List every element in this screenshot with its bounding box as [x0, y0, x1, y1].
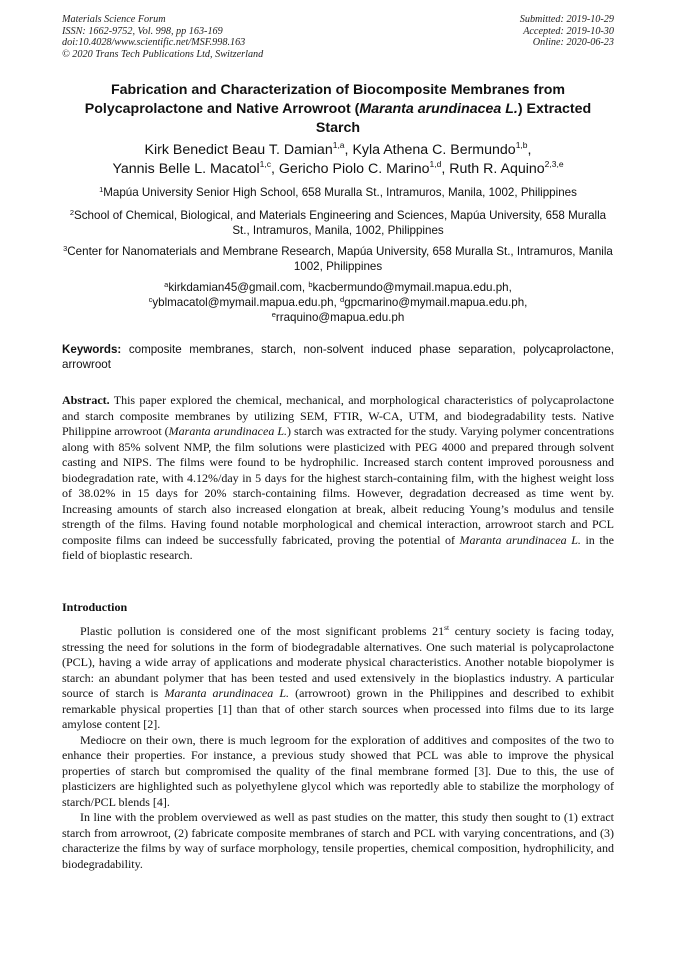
- email-sup: d: [340, 295, 345, 304]
- journal-name: Materials Science Forum: [62, 14, 166, 25]
- email-address: rraquino@mapua.edu.ph: [275, 311, 405, 324]
- affiliation-sup: 1: [99, 185, 104, 194]
- email-item[interactable]: $^c$yblmacatol@mymail.mapua.edu.ph,: [148, 295, 341, 309]
- email-sup: b: [308, 280, 313, 289]
- introduction-heading: Introduction: [62, 600, 128, 614]
- author-separator: ,: [271, 161, 279, 177]
- author-sup: 1,b: [515, 140, 528, 150]
- email-address: kirkdamian45@gmail.com: [168, 281, 302, 294]
- email-address: kacbermundo@mymail.mapua.edu.ph: [312, 281, 509, 294]
- intro-p1-text-a: Plastic pollution is considered one of the most significant problems 21: [80, 624, 445, 638]
- author-sup: 1,d: [429, 159, 442, 169]
- email-address: gpcmarino@mymail.mapua.edu.ph: [344, 296, 525, 309]
- dates-header: [520, 14, 614, 49]
- title-part-2: ) Extracted Starch: [315, 101, 592, 136]
- author-separator: ,: [527, 142, 532, 158]
- author-name: Yannis Belle L. Macatol: [112, 161, 260, 177]
- email-sup: a: [164, 280, 169, 289]
- email-item[interactable]: [272, 311, 405, 324]
- author-sup: 1,a: [332, 140, 345, 150]
- issn-line: ISSN: 1662-9752, Vol. 998, pp 163-169: [62, 25, 223, 37]
- keywords-text: composite membranes, starch, non-solvent induced phase separation, polycaprolactone, arrowroot: [62, 343, 614, 371]
- affiliation-3: [62, 244, 614, 274]
- email-sup: e: [271, 310, 276, 319]
- paper-title: [62, 81, 614, 138]
- author-name: Ruth R. Aquino: [449, 161, 545, 177]
- intro-paragraph-2: Mediocre on their own, there is much legroom for the exploration of additives and composites of the two to enhance their properties. For instance, a previous study showed that PCL was able to improve the physical properties of starch but compromised the quality of the final membrane formed [3]. Due to this, the use of plasticizers are highlighted such as polyethylene glycol which was reportedly able to stabilize the morphology of starch/PCL blends [4].: [62, 732, 614, 809]
- affiliation-text: School of Chemical, Biological, and Materials Engineering and Sciences, Mapúa University, 658 Muralla St., Intramuros, Manila, 1002, Philippines: [74, 209, 607, 237]
- author-name: Kyla Athena C. Bermundo: [352, 142, 516, 158]
- email-address: yblmacatol@mymail.mapua.edu.ph: [152, 296, 334, 309]
- abstract-species-2: Maranta arundinacea L.: [459, 532, 581, 547]
- author-separator: ,: [441, 161, 450, 177]
- affiliation-text: Mapúa University Senior High School, 658 Muralla St., Intramuros, Manila, 1002, Philippines: [103, 186, 577, 199]
- author-name: Kirk Benedict Beau T. Damian: [144, 142, 333, 158]
- author-name: Gericho Piolo C. Marino: [278, 161, 430, 177]
- abstract-text-1: This paper explored the chemical, mechanical, and morphological characteristics of polycaprolactone and starch composite membranes by utilizing SEM, FTIR, W-CA, UTM, and biodegradability tests. Native Philippine arrowroot (: [62, 393, 615, 438]
- intro-paragraph-1: [62, 624, 614, 733]
- journal-header: [62, 14, 263, 60]
- intro-paragraph-3: In line with the problem overviewed as well as past studies on the matter, this study then sought to (1) extract starch from arrowroot, (2) fabricate composite membranes of starch and PCL with varying concentrations, and (3) characterize the films by way of surface morphology, tensile properties, chemical composition, hydrophilicity, and biodegradability.: [62, 810, 614, 871]
- author-sup: 2,3,e: [544, 159, 564, 169]
- author-sup: 1,c: [259, 159, 271, 169]
- abstract-species-1: Maranta arundinacea L.: [168, 424, 288, 438]
- email-item[interactable]: $^a$kirkdamian45@gmail.com,: [164, 280, 309, 294]
- submitted-date: Submitted: 2019-10-29: [519, 14, 614, 25]
- keywords-block: [62, 342, 614, 372]
- copyright-line: © 2020 Trans Tech Publications Ltd, Switzerland: [62, 48, 264, 60]
- title-part-1: Fabrication and Characterization of Biocomposite Membranes from Polycaprolactone and Native Arrowroot (: [84, 82, 566, 117]
- author-separator: ,: [344, 142, 353, 158]
- affiliation-2: [62, 208, 614, 238]
- email-list: [62, 280, 614, 325]
- author-list: [62, 141, 614, 179]
- abstract-label: Abstract.: [62, 393, 110, 407]
- affiliation-1: [62, 185, 614, 200]
- intro-p1-text-c: (arrowroot) grown in the Philippines and described to exhibit remarkable physical properties [1] than that of other starch sources when processed into films due to its large amylose content [2].: [62, 686, 614, 731]
- intro-p1-species: Maranta arundinacea L.: [164, 686, 289, 700]
- affiliation-text: Center for Nanomaterials and Membrane Research, Mapúa University, 658 Muralla St., Intramuros, Manila 1002, Philippines: [67, 245, 613, 273]
- email-sup: c: [148, 295, 153, 304]
- email-item[interactable]: $^b$kacbermundo@mymail.mapua.edu.ph,: [308, 280, 512, 294]
- title-species: Maranta arundinacea L.: [359, 101, 518, 117]
- introduction-section: [62, 624, 614, 872]
- affiliation-sup: 3: [63, 244, 68, 253]
- intro-p1-text-b: century society is facing today, stressing the need for solutions in the form of biodegradable alternatives. One such material is polycaprolactone (PCL), having a wide array of applications and moderate physical characteristics. Another notable biopolymer is starch: an abundant polymer that has been tested and used extensively in the bioplastics industry. A particular source of starch is: [62, 624, 614, 700]
- intro-p1-sup: st: [444, 623, 450, 632]
- keywords-label: Keywords:: [62, 343, 122, 356]
- abstract-text-2: ) starch was extracted for the study. Varying polymer concentrations along with 85% solvent NMP, the film solutions were plasticized with PEG 4000 and prepared through solvent casting and NIPS. The films were found to be hydrophilic. Increased starch content improved porousness and biodegradation rate, with 4.12%/day in 5 days for the highest starch-containing film, with the highest weight loss of 38.02% in 15 days for 20% starch-containing films. However, degradation decreased as time went by. Increasing amounts of starch also increased elongation at break, albeit reducing Young’s modulus and tensile strength of the films. Having found notable morphological and chemical interaction, arrowroot starch and PCL composite films can indeed be successfully fabricated, proving the potential of: [62, 424, 614, 547]
- abstract-paragraph: [62, 393, 614, 564]
- doi-line[interactable]: doi:10.4028/www.scientific.net/MSF.998.163: [62, 37, 246, 49]
- abstract-text-3: in the field of bioplastic research.: [62, 532, 614, 562]
- accepted-date: Accepted: 2019-10-30: [523, 25, 614, 37]
- email-item[interactable]: $^d$gpcmarino@mymail.mapua.edu.ph,: [340, 295, 528, 309]
- affiliation-sup: 2: [69, 208, 75, 217]
- online-date: Online: 2020-06-23: [532, 37, 614, 49]
